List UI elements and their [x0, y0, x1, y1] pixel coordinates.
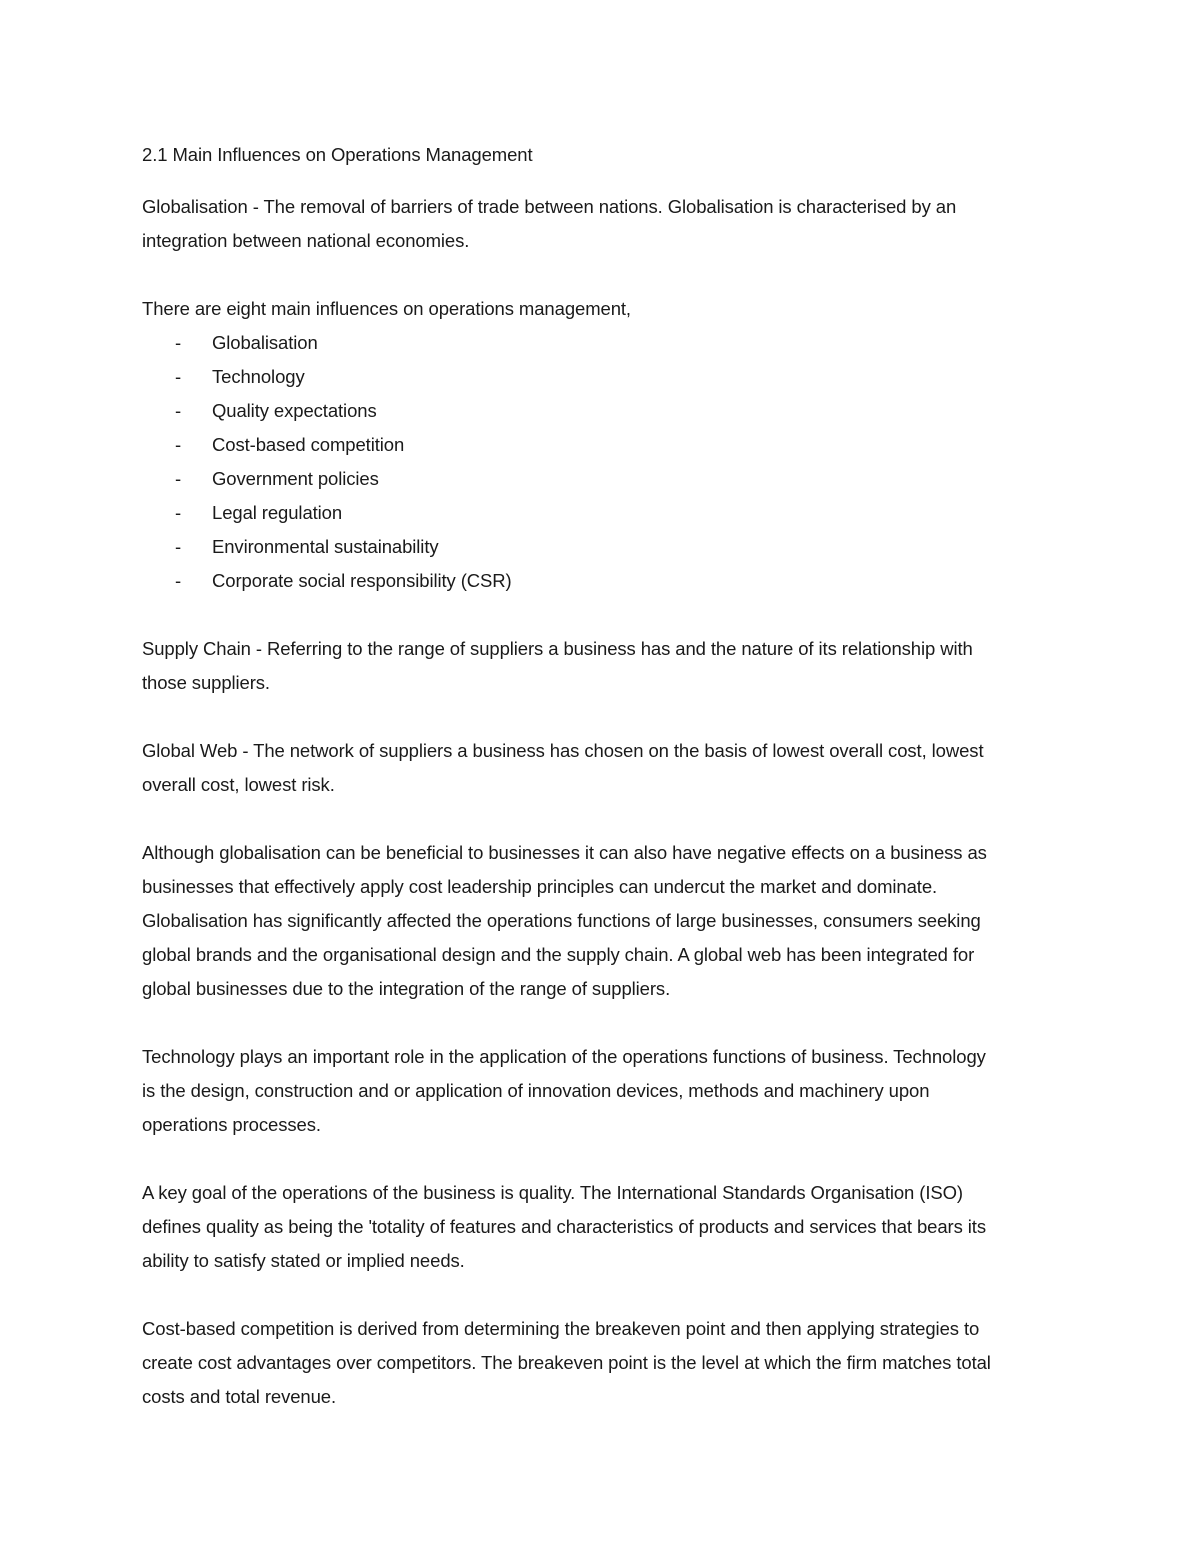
- list-marker: -: [175, 468, 182, 489]
- list-marker: -: [175, 332, 182, 353]
- list-item-label: Technology: [212, 366, 305, 387]
- text-line: Globalisation has significantly affected the operations functions of large businesses, consumers seeking: [142, 910, 981, 931]
- list-item: [142, 530, 1062, 564]
- text-line: global brands and the organisational design and the supply chain. A global web has been integrated for: [142, 944, 975, 965]
- text-line: integration between national economies.: [142, 230, 470, 251]
- text-line: Technology plays an important role in the application of the operations functions of business. Technology: [142, 1046, 986, 1067]
- list-marker: -: [175, 434, 182, 455]
- text-line: Global Web - The network of suppliers a business has chosen on the basis of lowest overall cost, lowest: [142, 740, 984, 761]
- list-marker: -: [175, 366, 182, 387]
- list-item-label: Legal regulation: [212, 502, 343, 523]
- global-web-definition: [142, 734, 1062, 802]
- text-line: businesses that effectively apply cost leadership principles can undercut the market and dominate.: [142, 876, 938, 897]
- text-line: Although globalisation can be beneficial to businesses it can also have negative effects on a business as: [142, 842, 987, 863]
- supply-chain-definition: [142, 632, 1062, 700]
- paragraph-spacer: [142, 700, 1062, 734]
- document-body: [142, 138, 1062, 1414]
- list-item-label: Environmental sustainability: [212, 536, 439, 557]
- list-item: [142, 564, 1062, 598]
- cost-competition-paragraph: [142, 1312, 1062, 1414]
- text-line: Supply Chain - Referring to the range of suppliers a business has and the nature of its relationship with: [142, 638, 973, 659]
- list-marker: -: [175, 570, 182, 591]
- quality-paragraph: [142, 1176, 1062, 1278]
- paragraph-spacer: [142, 1278, 1062, 1312]
- list-item: [142, 360, 1062, 394]
- list-item: [142, 462, 1062, 496]
- list-marker: -: [175, 502, 182, 523]
- text-line: A key goal of the operations of the business is quality. The International Standards Organisation (ISO): [142, 1182, 963, 1203]
- text-line: create cost advantages over competitors. The breakeven point is the level at which the firm matches total: [142, 1352, 991, 1373]
- list-item-label: Globalisation: [212, 332, 318, 353]
- globalisation-definition: [142, 190, 1062, 258]
- text-line: Globalisation - The removal of barriers of trade between nations. Globalisation is characterised by an: [142, 196, 957, 217]
- list-item-label: Corporate social responsibility (CSR): [212, 570, 512, 591]
- paragraph-spacer: [142, 802, 1062, 836]
- text-line: costs and total revenue.: [142, 1386, 337, 1407]
- text-line: global businesses due to the integration of the range of suppliers.: [142, 978, 671, 999]
- text-line: operations processes.: [142, 1114, 321, 1135]
- list-item: [142, 394, 1062, 428]
- text-line: overall cost, lowest risk.: [142, 774, 335, 795]
- paragraph-spacer: [142, 1142, 1062, 1176]
- list-item: [142, 326, 1062, 360]
- section-heading: 2.1 Main Influences on Operations Management: [142, 144, 533, 165]
- text-line: those suppliers.: [142, 672, 270, 693]
- list-item-label: Government policies: [212, 468, 379, 489]
- list-marker: -: [175, 400, 182, 421]
- text-line: Cost-based competition is derived from determining the breakeven point and then applying strategies to: [142, 1318, 980, 1339]
- technology-paragraph: [142, 1040, 1062, 1142]
- list-item: [142, 428, 1062, 462]
- list-marker: -: [175, 536, 182, 557]
- text-line: is the design, construction and or application of innovation devices, methods and machinery upon: [142, 1080, 930, 1101]
- paragraph-spacer: [142, 598, 1062, 632]
- text-line: defines quality as being the 'totality of features and characteristics of products and services that bears its: [142, 1216, 986, 1237]
- list-item: [142, 496, 1062, 530]
- influences-list: [142, 326, 1062, 598]
- paragraph-spacer: [142, 258, 1062, 292]
- paragraph-spacer: [142, 1006, 1062, 1040]
- list-item-label: Cost-based competition: [212, 434, 405, 455]
- text-line: ability to satisfy stated or implied needs.: [142, 1250, 465, 1271]
- list-intro: There are eight main influences on operations management,: [142, 298, 631, 319]
- list-item-label: Quality expectations: [212, 400, 377, 421]
- globalisation-effects-paragraph: [142, 836, 1062, 1006]
